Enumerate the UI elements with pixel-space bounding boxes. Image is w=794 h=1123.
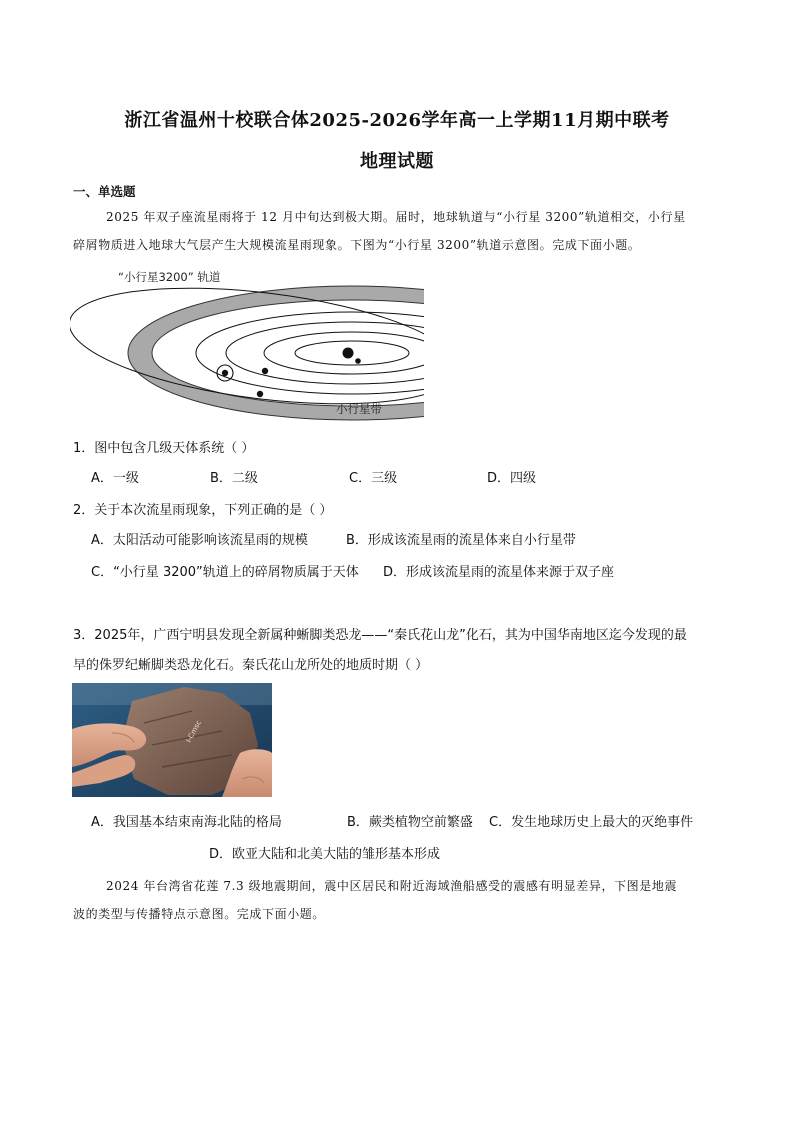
q1-option-d[interactable]: D．四级 <box>487 471 537 486</box>
fossil-photo <box>72 683 272 797</box>
q2-option-a[interactable]: A．太阳活动可能影响该流星雨的规模 <box>91 533 308 548</box>
q3-option-c[interactable]: C．发生地球历史上最大的灭绝事件 <box>489 815 694 830</box>
mercury-icon <box>355 358 361 364</box>
passage2-line1: 2024 年台湾省花莲 7.3 级地震期间，震中区居民和附近海域渔船感受的震感有明显差异，下图是地震 <box>106 879 678 893</box>
q1-option-a[interactable]: A．一级 <box>91 471 139 486</box>
q2-option-d[interactable]: D．形成该流星雨的流星体来源于双子座 <box>383 565 615 580</box>
q1-option-c[interactable]: C．三级 <box>349 471 398 486</box>
passage1-line1: 2025 年双子座流星雨将于 12 月中旬达到极大期。届时，地球轨道与“小行星 3200”轨道相交，小行星 <box>106 210 686 224</box>
q3-option-b[interactable]: B．蕨类植物空前繁盛 <box>347 815 473 830</box>
passage2-line2: 波的类型与传播特点示意图。完成下面小题。 <box>73 907 326 921</box>
q1-option-b[interactable]: B．二级 <box>210 471 258 486</box>
q1-stem: 1．图中包含几级天体系统（ ） <box>73 441 255 456</box>
q2-stem: 2．关于本次流星雨现象，下列正确的是（ ） <box>73 503 333 518</box>
q2-option-b[interactable]: B．形成该流星雨的流星体来自小行星带 <box>346 533 576 548</box>
page-subtitle: 地理试题 <box>360 151 434 172</box>
q2-option-c[interactable]: C．“小行星 3200”轨道上的碎屑物质属于天体 <box>91 565 359 580</box>
q3-option-a[interactable]: A．我国基本结束南海北陆的格局 <box>91 815 282 830</box>
belt-label: 小行星带 <box>336 402 382 416</box>
q3-option-d[interactable]: D．欧亚大陆和北美大陆的雏形基本形成 <box>209 847 441 862</box>
sun-icon <box>343 348 354 359</box>
q3-stem-line1: 3．2025年，广西宁明县发现全新属种蜥脚类恐龙——“秦氏花山龙”化石，其为中国华南地区迄今发现的最 <box>73 628 687 643</box>
svg-text:I-Cmsc: I-Cmsc <box>184 719 203 744</box>
passage1-line2: 碎屑物质进入地球大气层产生大规模流星雨现象。下图为“小行星 3200”轨道示意图。完成下面小题。 <box>73 238 641 252</box>
orbit-label: “小行星3200” 轨道 <box>118 270 221 284</box>
q3-stem-line2: 早的侏罗纪蜥脚类恐龙化石。秦氏花山龙所处的地质时期（ ） <box>73 658 429 673</box>
page-title: 浙江省温州十校联合体2025-2026学年高一上学期11月期中联考 <box>124 110 670 131</box>
orbit-diagram <box>70 266 426 426</box>
section-heading: 一、单选题 <box>73 184 136 199</box>
venus-icon <box>262 368 268 374</box>
mars-icon <box>257 391 263 397</box>
earth-icon <box>222 370 228 376</box>
